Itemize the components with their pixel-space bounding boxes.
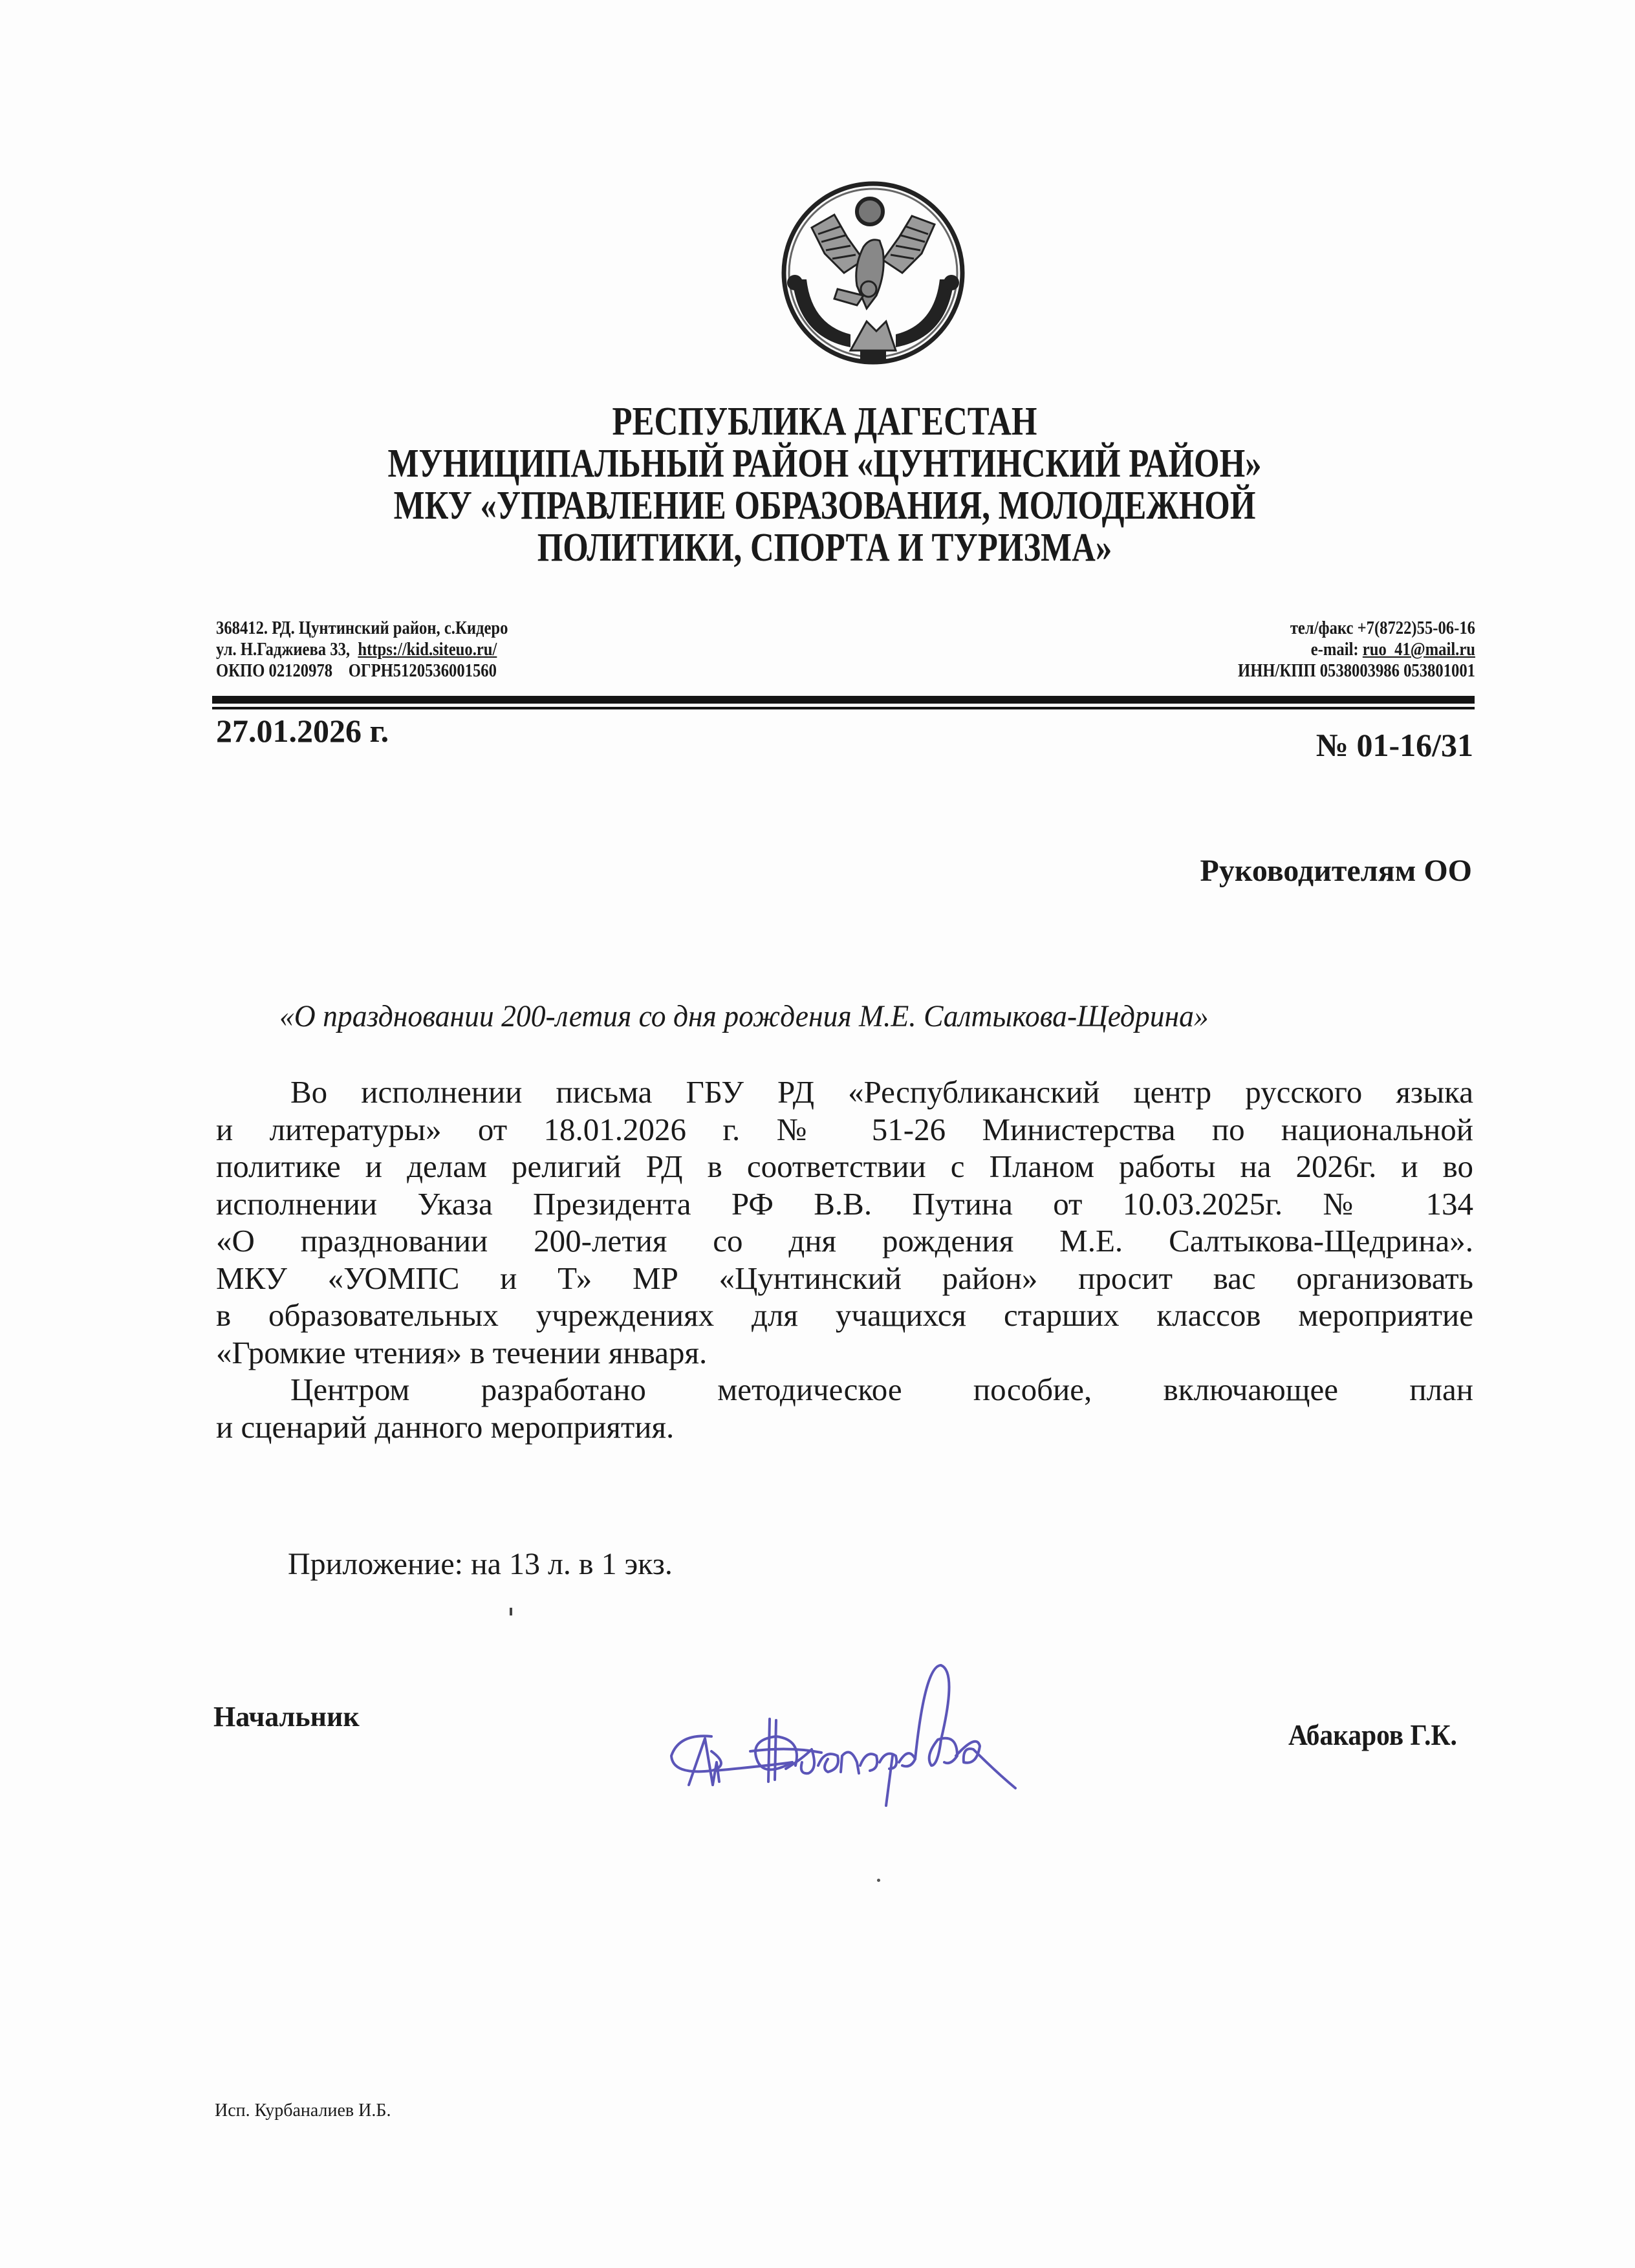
email-label: e-mail: <box>1310 640 1359 660</box>
address-line-2 <box>216 639 508 660</box>
body-line: политике и делам религий РД в соответствии с Планом работы на 2026г. и во <box>216 1149 1473 1184</box>
stray-dot <box>877 1879 880 1882</box>
organization-heading <box>308 401 1342 569</box>
heading-line-institution: МКУ «УПРАВЛЕНИЕ ОБРАЗОВАНИЯ, МОЛОДЕЖНОЙ <box>393 484 1256 528</box>
website-link[interactable]: https://kid.siteuo.ru/ <box>358 640 497 660</box>
stray-mark <box>510 1608 512 1615</box>
signatory-position: Начальник <box>213 1701 360 1733</box>
header-divider-thick <box>212 696 1475 704</box>
okpo-code: ОКПО 02120978 <box>216 661 333 681</box>
requisites-left <box>216 618 508 682</box>
letter-body <box>216 1074 1473 1445</box>
dagestan-coat-of-arms-icon <box>773 176 973 376</box>
body-line: «О праздновании 200-летия со дня рождения М.Е. Салтыкова-Щедрина». <box>216 1223 1473 1258</box>
executor-note: Исп. Курбаналиев И.Б. <box>215 2101 391 2121</box>
body-line: «Громкие чтения» в течении января. <box>216 1334 708 1370</box>
header-divider-thin <box>212 707 1475 709</box>
street-address: ул. Н.Гаджиева 33, <box>216 640 351 660</box>
document-number: № 01-16/31 <box>1316 727 1473 763</box>
body-line: исполнении Указа Президента РФ В.В. Путина от 10.03.2025г. № 134 <box>216 1185 1473 1222</box>
body-line: Во исполнении письма ГБУ РД «Республиканский центр русского языка <box>290 1074 1473 1110</box>
body-line: МКУ «УОМПС и Т» МР «Цунтинский район» просит вас организовать <box>216 1260 1473 1296</box>
email-link[interactable]: ruo_41@mail.ru <box>1362 640 1475 660</box>
heading-line-republic: РЕСПУБЛИКА ДАГЕСТАН <box>612 400 1037 444</box>
document-date: 27.01.2026 г. <box>216 713 389 749</box>
registration-codes <box>216 660 508 682</box>
attachment-note: Приложение: на 13 л. в 1 экз. <box>288 1547 673 1581</box>
body-line: Центром разработано методическое пособие, включающее план <box>290 1372 1473 1407</box>
signatory-name: Абакаров Г.К. <box>1288 1718 1457 1751</box>
heading-line-institution-cont: ПОЛИТИКИ, СПОРТА И ТУРИЗМА» <box>537 526 1112 570</box>
heading-line-district: МУНИЦИПАЛЬНЫЙ РАЙОН «ЦУНТИНСКИЙ РАЙОН» <box>387 442 1262 486</box>
phone-fax: тел/факс +7(8722)55-06-16 <box>1290 618 1475 638</box>
handwritten-signature <box>653 1636 1196 1811</box>
addressee: Руководителям ОО <box>1200 854 1472 888</box>
inn-kpp: ИНН/КПП 0538003986 053801001 <box>1238 661 1475 681</box>
body-line: в образовательных учреждениях для учащихся старших классов мероприятие <box>216 1297 1473 1333</box>
address-line-1: 368412. РД. Цунтинский район, с.Кидеро <box>216 618 508 638</box>
requisites-right <box>1238 618 1475 682</box>
body-line: и сценарий данного мероприятия. <box>216 1409 675 1445</box>
body-line: и литературы» от 18.01.2026 г. № 51-26 Министерства по национальной <box>216 1111 1473 1147</box>
document-subject: «О праздновании 200-летия со дня рождения М.Е. Салтыкова-Щедрина» <box>279 999 1209 1033</box>
email-line <box>1238 639 1475 660</box>
ogrn-code: ОГРН5120536001560 <box>348 661 497 681</box>
